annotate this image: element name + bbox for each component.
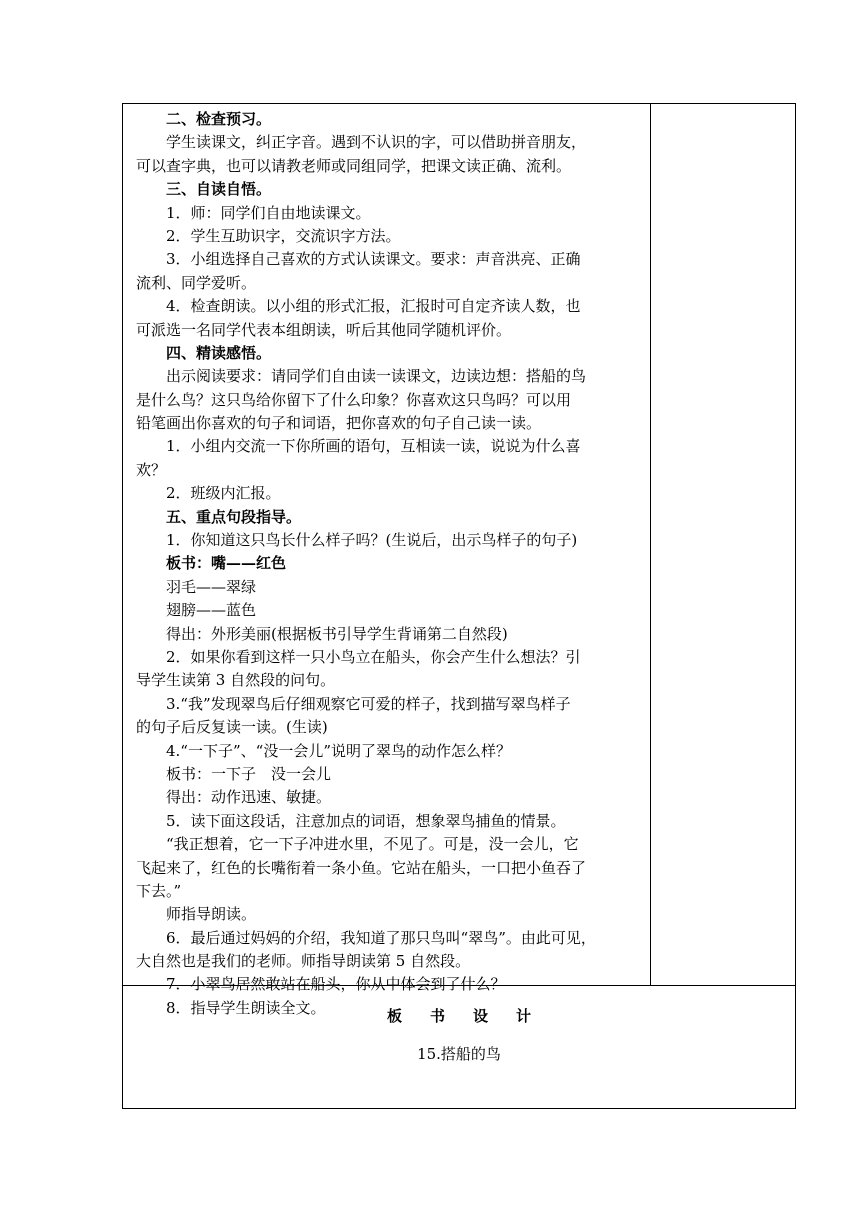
text-line: 铅笔画出你喜欢的句子和词语，把你喜欢的句子自己读一读。 [136,414,542,433]
text-line: 1．师：同学们自由地读课文。 [166,203,371,222]
text-line: 流利、同学爱听。 [136,273,257,292]
text-line: 导学生读第 3 自然段的问句。 [136,671,336,690]
text-line: “我正想着，它一下子冲进水里，不见了。可是，没一会儿，它 [166,835,579,854]
section-heading: 三、自读自悟。 [166,180,272,199]
text-line: 3.“我”发现翠鸟后仔细观察它可爱的样子，找到描写翠鸟样子 [166,694,571,713]
text-line: 学生读课文，纠正字音。遇到不认识的字，可以借助拼音朋友， [166,133,587,152]
text-line: 飞起来了，红色的长嘴衔着一条小鱼。它站在船头，一口把小鱼吞了 [136,858,587,877]
text-line: 的句子后反复读一读。(生读) [136,718,328,737]
text-line: 3．小组选择自己喜欢的方式认读课文。要求：声音洪亮、正确 [166,250,581,269]
text-line: 板书：一下子 没一会儿 [166,764,332,783]
text-line: 5．读下面这段话，注意加点的词语，想象翠鸟捕鱼的情景。 [166,811,566,830]
text-line: 是什么鸟？这只鸟给你留下了什么印象？你喜欢这只鸟吗？可以用 [136,390,572,409]
text-line: 得出：外形美丽(根据板书引导学生背诵第二自然段) [166,624,508,643]
section-heading: 板书：嘴——红色 [166,554,287,573]
section-heading: 二、检查预习。 [166,110,272,128]
text-line: 4．检查朗读。以小组的形式汇报，汇报时可自定齐读人数，也 [166,297,581,316]
text-line: 欢？ [136,460,167,479]
text-line: 6．最后通过妈妈的介绍，我知道了那只鸟叫“翠鸟”。由此可见， [166,928,596,947]
board-design-heading: 板书设计 [386,1007,559,1025]
text-line: 大自然也是我们的老师。师指导朗读第 5 自然段。 [136,952,471,971]
board-design-row [123,986,795,1108]
procedure-text [136,108,644,1020]
text-line: 1．你知道这只鸟长什么样子吗？(生说后，出示鸟样子的句子) [166,531,578,550]
text-line: 可以查字典，也可以请教老师或同组同学，把课文读正确、流利。 [136,156,572,175]
text-line: 7．小翠鸟居然敢站在船头，你从中体会到了什么？ [166,975,506,994]
text-line: 2．如果你看到这样一只小鸟立在船头，你会产生什么想法？引 [166,647,581,666]
text-line: 翅膀——蓝色 [166,601,257,620]
text-line: 2．班级内汇报。 [166,484,281,503]
text-line: 得出：动作迅速、敏捷。 [166,788,332,807]
text-line: 1．小组内交流一下你所画的语句，互相读一读，说说为什么喜 [166,437,581,456]
board-design-title: 15.搭船的鸟 [417,1045,501,1063]
section-heading: 四、精读感悟。 [166,343,272,362]
lesson-table [122,103,796,1109]
section-heading: 五、重点句段指导。 [166,507,302,526]
text-line: 可派选一名同学代表本组朗读，听后其他同学随机评价。 [136,320,512,339]
notes-cell [651,104,795,985]
text-line: 4.“一下子”、“没一会儿”说明了翠鸟的动作怎么样？ [166,741,511,760]
text-line: 2．学生互助识字，交流识字方法。 [166,226,401,245]
text-line: 羽毛——翠绿 [166,577,257,596]
text-line: 下去。” [136,881,182,900]
text-line: 8．指导学生朗读全文。 [166,998,326,1017]
text-line: 师指导朗读。 [166,905,257,924]
text-line: 出示阅读要求：请同学们自由读一读课文，边读边想：搭船的鸟 [166,367,587,386]
